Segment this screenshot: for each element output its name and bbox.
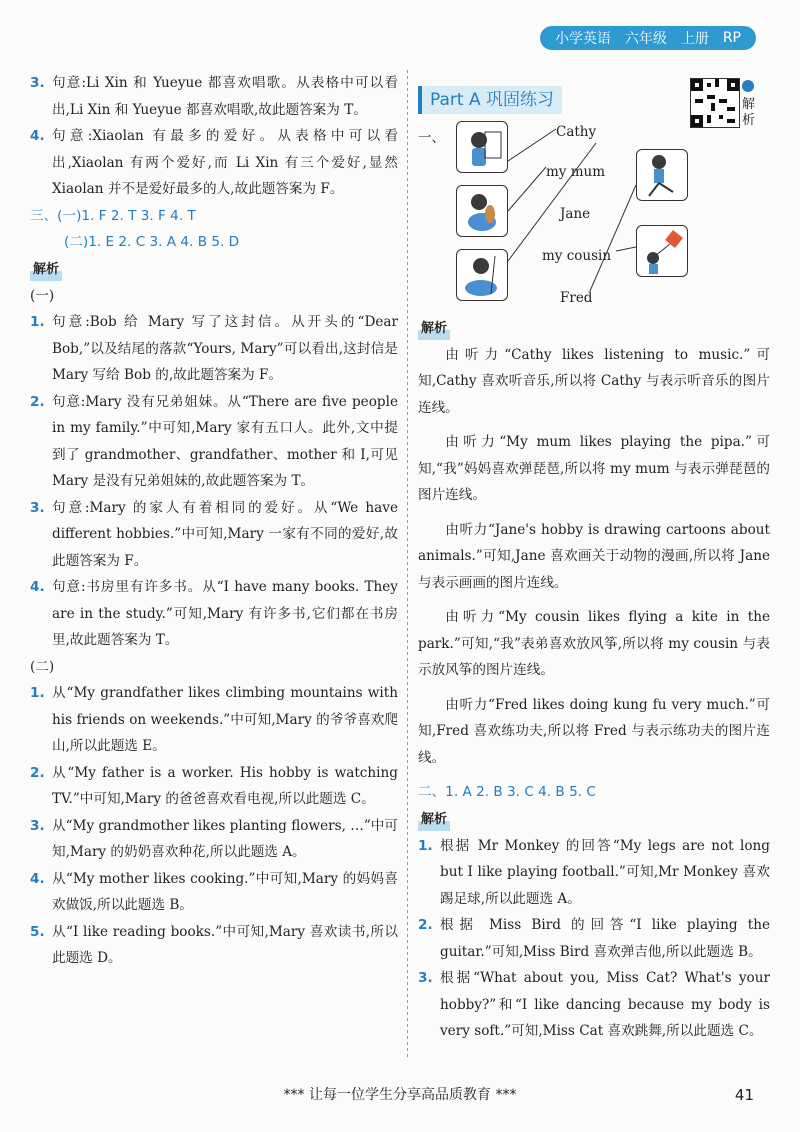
item-number: 2. [418, 917, 433, 933]
explanation-my-cousin: 由听力“My cousin likes flying a kite in the park.”可知,“我”表弟喜欢放风筝,所以将 my cousin 与表示放风筝的图片连线。 [418, 609, 770, 678]
list-item [30, 760, 398, 813]
list-item [30, 866, 398, 919]
line-fred [590, 185, 636, 291]
explanation-fred: 由听力“Fred likes doing kung fu very much.”可知,Fred 喜欢练功夫,所以将 Fred 与表示练功夫的图片连线。 [418, 696, 770, 766]
name-cathy: Cathy [556, 123, 597, 140]
header-volume: 上册 [680, 31, 709, 47]
item-number: 3. [418, 970, 433, 986]
part2-label: (二) [30, 658, 55, 675]
list-item [30, 813, 398, 866]
list-item [30, 389, 398, 495]
list-item [30, 680, 398, 760]
page-number: 41 [734, 1086, 754, 1104]
item-number: 1. [30, 314, 45, 330]
left-column [30, 70, 398, 972]
line-cathy [508, 129, 556, 161]
list-item [30, 123, 398, 203]
section3-answers-1: 三、(一)1. F 2. T 3. F 4. T [30, 207, 196, 224]
item-number: 2. [30, 393, 45, 410]
explanation-jane: 由听力“Jane's hobby is drawing cartoons about animals.”可知,Jane 喜欢画关于动物的漫画,所以将 Jane 与表示画画的图片连线。 [418, 521, 770, 591]
list-item [418, 833, 770, 913]
name-my-mum: my mum [546, 163, 606, 180]
item-text: 从“My mother likes cooking.”中可知,Mary 的妈妈喜欢做饭,所以此题选 B。 [52, 870, 398, 913]
item-number: 4. [30, 579, 45, 595]
item-text: 句意:书房里有许多书。从“I have many books. They are in the study.”可知,Mary 有许多书,它们都在书房里,故此题答案为 T。 [52, 579, 398, 648]
jiexi-label: 解析 [418, 809, 450, 831]
matching-lines [418, 115, 770, 315]
explanation-cathy: 由听力“Cathy likes listening to music.”可知,Cathy 喜欢听音乐,所以将 Cathy 与表示听音乐的图片连线。 [418, 346, 770, 416]
line-jane [508, 143, 596, 261]
item-text: 从“My grandfather likes climbing mountains with his friends on weekends.”中可知,Mary 的爷爷喜欢爬山,所以此题选 E。 [52, 685, 398, 754]
item-number: 4. [30, 870, 45, 887]
item-number: 5. [30, 923, 45, 940]
name-jane: Jane [560, 205, 591, 222]
item-number: 4. [30, 128, 45, 144]
list-item [418, 912, 770, 965]
section3-answers-2: (二)1. E 2. C 3. A 4. B 5. D [64, 234, 240, 250]
item-text: 从“My father is a worker. His hobby is watching TV.”中可知,Mary 的爸爸喜欢看电视,所以此题选 C。 [52, 764, 398, 807]
item-number: 3. [30, 817, 45, 834]
line-my-cousin [616, 247, 636, 251]
header-subject: 小学英语 [554, 31, 611, 47]
column-divider [407, 70, 408, 1060]
qr-label-text: 解析 [742, 97, 756, 128]
part-title: Part A 巩固练习 [418, 86, 562, 114]
list-item [30, 919, 398, 972]
item-text: 句意:Li Xin 和 Yueyue 都喜欢唱歌。从表格中可以看出,Li Xin 和 Yueyue 都喜欢唱歌,故此题答案为 T。 [52, 75, 398, 118]
item-number: 1. [30, 685, 45, 701]
list-item [30, 70, 398, 123]
item-text: 根据“What about you, Miss Cat? What's your hobby?”和“I like dancing because my body is very soft.”可知,Miss Cat 喜欢跳舞,所以此题选 C。 [440, 970, 770, 1039]
name-my-cousin: my cousin [542, 247, 612, 264]
jiexi-label: 解析 [30, 259, 62, 281]
name-fred: Fred [560, 289, 593, 306]
jiexi-label: 解析 [418, 318, 450, 340]
item-text: 句意:Mary 没有兄弟姐妹。从“There are five people in my family.”中可知,Mary 家有五口人。此外,文中提到了 grandmother、grandfather、mother 和 I,可见 Mary 是没有兄弟姐妹的,故此题答案为 T。 [52, 393, 398, 489]
item-text: 句意:Xiaolan 有最多的爱好。从表格中可以看出,Xiaolan 有两个爱好,而 Li Xin 有三个爱好,显然 Xiaolan 并不是爱好最多的人,故此题答案为 F。 [52, 128, 398, 197]
item-number: 3. [30, 499, 45, 516]
list-item [418, 965, 770, 1045]
item-text: 句意:Mary 的家人有着相同的爱好。从“We have different hobbies.”中可知,Mary 一家有不同的爱好,故此题答案为 F。 [52, 499, 398, 569]
item-text: 根据 Miss Bird 的回答“I like playing the guitar.”可知,Miss Bird 喜欢弹吉他,所以此题选 B。 [440, 917, 770, 960]
list-item [30, 574, 398, 654]
header-grade: 六年级 [624, 31, 667, 47]
section1-label: 一、 [418, 129, 445, 146]
section2-answers: 二、1. A 2. B 3. C 4. B 5. C [418, 784, 596, 800]
item-number: 2. [30, 764, 45, 781]
item-text: 从“I like reading books.”中可知,Mary 喜欢读书,所以此题选 D。 [52, 923, 398, 966]
part1-label: (一) [30, 287, 55, 304]
item-number: 3. [30, 75, 45, 91]
item-text: 从“My grandmother likes planting flowers, …”中可知,Mary 的奶奶喜欢种花,所以此题选 A。 [52, 817, 398, 860]
matching-exercise [418, 115, 770, 315]
item-text: 句意:Bob 给 Mary 写了这封信。从开头的“Dear Bob,”以及结尾的落款“Yours, Mary”可以看出,这封信是 Mary 写给 Bob 的,故此题答案为 F。 [52, 314, 398, 383]
list-item [30, 309, 398, 389]
header-edition: RP [722, 30, 741, 46]
item-number: 1. [418, 837, 433, 854]
line-my-mum [508, 167, 546, 211]
right-column [418, 70, 770, 1045]
explanation-my-mum: 由听力“My mum likes playing the pipa.”可知,“我”妈妈喜欢弹琵琶,所以将 my mum 与表示弹琵琶的图片连线。 [418, 434, 770, 503]
page-footer: *** 让每一位学生分享高品质教育 *** [283, 1087, 517, 1103]
item-text: 根据 Mr Monkey 的回答“My legs are not long but I like playing football.”可知,Mr Monkey 喜欢踢足球,所以此题选 A。 [440, 837, 770, 907]
list-item [30, 495, 398, 575]
book-header [540, 26, 756, 50]
